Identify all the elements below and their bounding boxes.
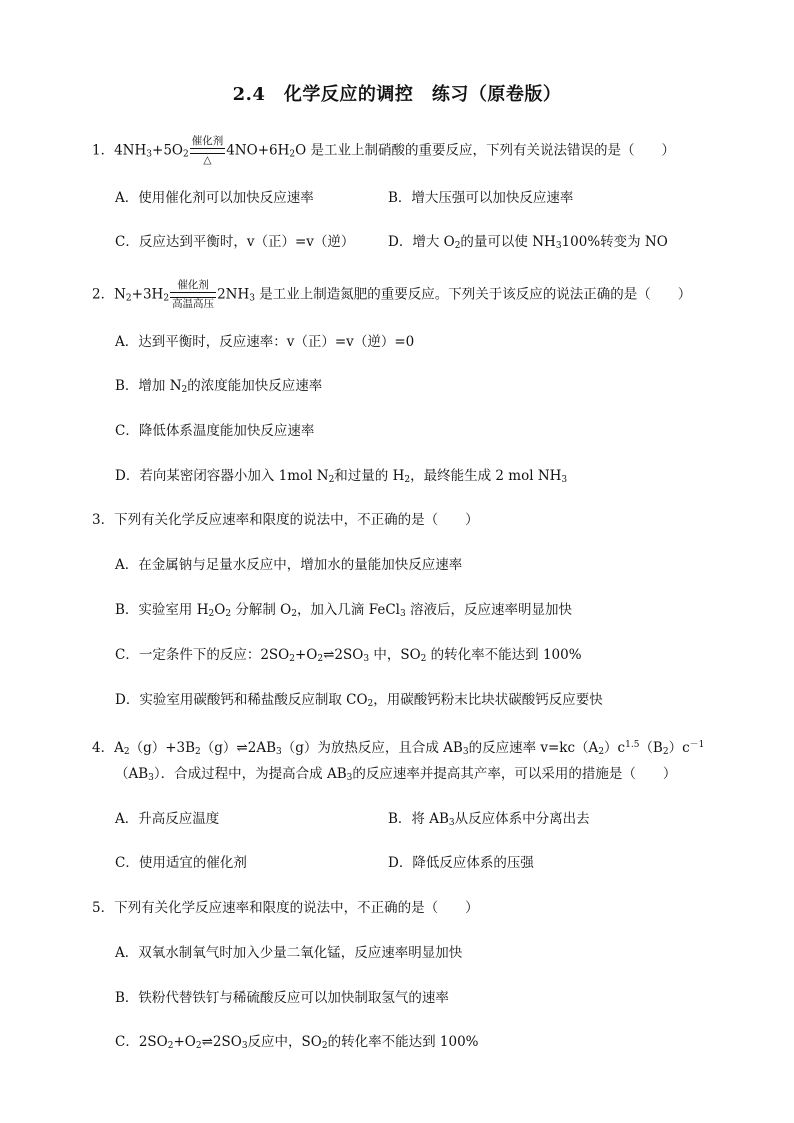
option-text: ，最终能生成 2 mol NH [410, 468, 562, 484]
question-text: （g）为放热反应，且合成 AB [281, 740, 463, 756]
subscript: 2 [125, 293, 132, 304]
question-5-option-a: A．双氧水制氧气时加入少量二氧化锰，反应速率明显加快 [115, 945, 463, 961]
subscript: 2 [225, 609, 232, 619]
question-1-option-c: C．反应达到平衡时，v（正）=v（逆） [115, 234, 355, 250]
option-text: C．2SO [115, 1034, 168, 1050]
question-3-option-c [115, 645, 582, 669]
option-text: ，用碳酸钙粉末比块状碳酸钙反应要快 [373, 692, 603, 708]
question-3-option-d [115, 690, 603, 714]
option-text: 的转化率不能达到 100% [426, 647, 582, 663]
superscript: 1.5 [625, 740, 640, 750]
condition-top: 催化剂 [177, 279, 209, 291]
subscript: 3 [462, 747, 469, 757]
option-text: 100%转变为 NO [561, 234, 668, 250]
reaction-condition-arrow [190, 136, 226, 166]
question-text: ）c [604, 740, 626, 756]
subscript: 3 [276, 747, 282, 757]
option-text: B．实验室用 H [115, 602, 209, 618]
subscript: 2 [289, 654, 295, 664]
question-5-option-b: B．铁粉代替铁钉与稀硫酸反应可以加快制取氢气的速率 [115, 990, 449, 1006]
subscript: 2 [195, 1041, 202, 1051]
question-text: （B [639, 740, 663, 756]
option-text: O [214, 602, 226, 618]
option-text: +O [294, 647, 318, 663]
option-text: B．增加 N [115, 378, 182, 394]
question-3-stem: 3．下列有关化学反应速率和限度的说法中，不正确的是（ ） [92, 512, 479, 528]
subscript: 2 [291, 609, 297, 619]
question-1-stem [92, 136, 675, 166]
question-2-option-d [115, 466, 567, 490]
subscript: 2 [163, 293, 170, 304]
subscript: 2 [289, 149, 296, 160]
question-2-option-a: A．达到平衡时，反应速率：v（正）=v（逆）=0 [115, 334, 415, 350]
question-text: 是工业上制造氮肥的重要反应。下列关于该反应的说法正确的是（ ） [259, 286, 692, 303]
equation-text: N [114, 286, 126, 303]
question-1-option-a: A．使用催化剂可以加快反应速率 [115, 190, 314, 206]
subscript: 2 [321, 1041, 328, 1051]
option-text: 反应中，SO [247, 1034, 322, 1050]
subscript: 3 [148, 773, 154, 783]
superscript: －1 [689, 740, 705, 750]
equation-text: +3H [131, 286, 164, 303]
subscript: 2 [182, 149, 189, 160]
condition-bottom: 高温高压 [172, 298, 215, 310]
option-text: 的量可以使 NH [460, 234, 556, 250]
subscript: 2 [181, 385, 188, 395]
question-text: ）c [668, 740, 690, 756]
option-text: ⇌2SO [201, 1034, 242, 1050]
option-text: 中，SO [369, 647, 421, 663]
option-text: 的浓度能加快反应速率 [187, 378, 323, 394]
subscript: 2 [662, 747, 669, 757]
option-text: 和过量的 H [334, 468, 405, 484]
question-3-option-b [115, 600, 572, 624]
option-text: +O [173, 1034, 196, 1050]
subscript: 3 [363, 654, 370, 664]
subscript: 3 [561, 475, 568, 485]
question-text: 4．A [92, 740, 124, 756]
question-text: （g）+3B [129, 740, 196, 756]
equation-text: 4NO+6H [226, 142, 290, 159]
reaction-condition-arrow [170, 280, 216, 310]
subscript: 3 [146, 149, 153, 160]
option-text: 的转化率不能达到 100% [327, 1034, 479, 1050]
question-text: 是工业上制硝酸的重要反应，下列有关说法错误的是（ ） [310, 142, 675, 159]
option-text: D．增大 O [388, 234, 455, 250]
question-1-option-d [388, 232, 668, 256]
question-2-option-b [115, 376, 322, 400]
subscript: 2 [317, 654, 324, 664]
question-2-option-c: C．降低体系温度能加快反应速率 [115, 423, 315, 439]
equation-text: 4NH [114, 142, 147, 159]
subscript: 2 [195, 747, 201, 757]
question-text: 的反应速率 v=kc（A [468, 740, 599, 756]
question-4-option-a: A．升高反应温度 [115, 811, 220, 827]
option-text: ，加入几滴 FeCl [296, 602, 400, 618]
condition-bottom: △ [203, 154, 212, 166]
option-text: B．将 AB [388, 811, 449, 827]
subscript: 3 [249, 293, 255, 304]
question-3-option-a: A．在金属钠与足量水反应中，增加水的量能加快反应速率 [115, 557, 463, 573]
question-4-option-d: D．降低反应体系的压强 [388, 855, 534, 871]
subscript: 3 [241, 1041, 248, 1051]
option-text: D．若向某密闭容器小加入 1mol N [115, 468, 329, 484]
subscript: 2 [167, 1041, 174, 1051]
subscript: 2 [404, 475, 411, 485]
question-4-option-c: C．使用适宜的催化剂 [115, 855, 247, 871]
question-text: （AB [115, 766, 149, 782]
subscript: 2 [123, 747, 130, 757]
equation-text: +5O [152, 142, 183, 159]
option-text: 溶液后，反应速率明显加快 [405, 602, 573, 618]
question-4-stem-line-1 [92, 735, 704, 762]
question-text: ）．合成过程中，为提高合成 AB [153, 766, 347, 782]
subscript: 3 [400, 609, 406, 619]
subscript: 2 [454, 241, 461, 251]
page-title: 2.4 化学反应的调控 练习（原卷版） [232, 84, 562, 105]
subscript: 2 [420, 654, 427, 664]
question-4-stem-line-2 [115, 764, 676, 788]
subscript: 3 [346, 773, 353, 783]
question-text: （g）⇌2AB [200, 740, 276, 756]
subscript: 2 [367, 699, 374, 709]
option-text: 分解制 O [231, 602, 292, 618]
question-2-stem [92, 280, 691, 310]
question-number: 2． [92, 286, 115, 303]
subscript: 2 [208, 609, 215, 619]
subscript: 2 [598, 747, 605, 757]
option-text: ⇌2SO [323, 647, 364, 663]
option-text: C．一定条件下的反应：2SO [115, 647, 290, 663]
question-5-option-c [115, 1032, 479, 1056]
option-text: 从反应体系中分离出去 [454, 811, 590, 827]
question-1-option-b: B．增大压强可以加快反应速率 [388, 190, 574, 206]
question-5-stem: 5．下列有关化学反应速率和限度的说法中，不正确的是（ ） [92, 900, 479, 916]
subscript: 3 [448, 818, 455, 828]
subscript: 3 [555, 241, 562, 251]
equation-text: O [295, 142, 307, 159]
question-4-option-b [388, 809, 590, 833]
option-text: D．实验室用碳酸钙和稀盐酸反应制取 CO [115, 692, 368, 708]
condition-top: 催化剂 [191, 135, 224, 147]
question-number: 1． [92, 142, 115, 159]
equation-text: 2NH [217, 286, 250, 303]
subscript: 2 [328, 475, 335, 485]
question-text: 的反应速率并提高其产率，可以采用的措施是（ ） [352, 766, 677, 782]
